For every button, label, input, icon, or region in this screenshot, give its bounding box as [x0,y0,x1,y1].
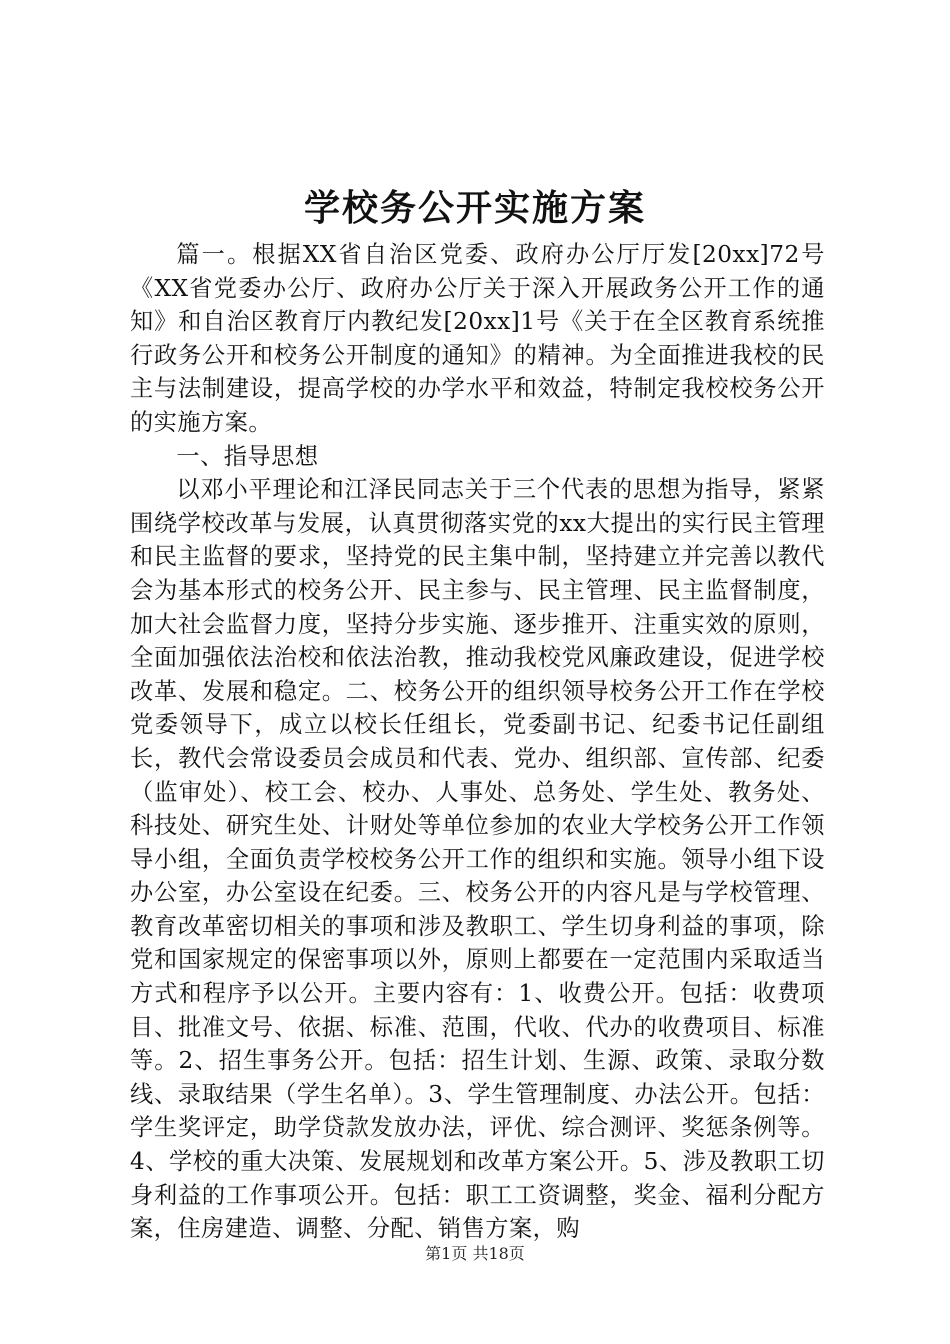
section-heading-guiding-ideology: 一、指导思想 [176,442,319,470]
intro-paragraph: 篇一。根据XX省自治区党委、政府办公厅厅发[20xx]72号《XX省党委办公厅、政府办公厅关于深入开展政务公开工作的通知》和自治区教育厅内教纪发[20xx]1号《关于在全区教育系统推行政务公开和校务公开制度的通知》的精神。为全面推进我校的民主与法制建设，提高学校的办学水平和效益，特制定我校校务公开的实施方案。 [130,241,825,436]
page-number-footer: 第1页 共18页 [425,1244,525,1263]
body-paragraph: 以邓小平理论和江泽民同志关于三个代表的思想为指导，紧紧围绕学校改革与发展，认真贯彻落实党的xx大提出的实行民主管理和民主监督的要求，坚持党的民主集中制，坚持建立并完善以教代会为基本形式的校务公开、民主参与、民主管理、民主监督制度，加大社会监督力度，坚持分步实施、逐步推开、注重实效的原则，全面加强依法治校和依法治教，推动我校党风廉政建设，促进学校改革、发展和稳定。二、校务公开的组织领导校务公开工作在学校党委领导下，成立以校长任组长，党委副书记、纪委书记任副组长，教代会常设委员会成员和代表、党办、组织部、宣传部、纪委（监审处）、校工会、校办、人事处、总务处、学生处、教务处、科技处、研究生处、计财处等单位参加的农业大学校务公开工作领导小组，全面负责学校校务公开工作的组织和实施。领导小组下设办公室，办公室设在纪委。三、校务公开的内容凡是与学校管理、教育改革密切相关的事项和涉及教职工、学生切身利益的事项，除党和国家规定的保密事项以外，原则上都要在一定范围内采取适当方式和程序予以公开。主要内容有：1、收费公开。包括：收费项目、批准文号、依据、标准、范围，代收、代办的收费项目、标准等。2、招生事务公开。包括：招生计划、生源、政策、录取分数线、录取结果（学生名单）。3、学生管理制度、办法公开。包括：学生奖评定，助学贷款发放办法，评优、综合测评、奖惩条例等。4、学校的重大决策、发展规划和改革方案公开。5、涉及教职工切身利益的工作事项公开。包括：职工工资调整，奖金、福利分配方案，住房建造、调整、分配、销售方案，购 [130,476,825,1243]
document-body [130,238,825,1246]
document-title: 学校务公开实施方案 [303,187,646,229]
